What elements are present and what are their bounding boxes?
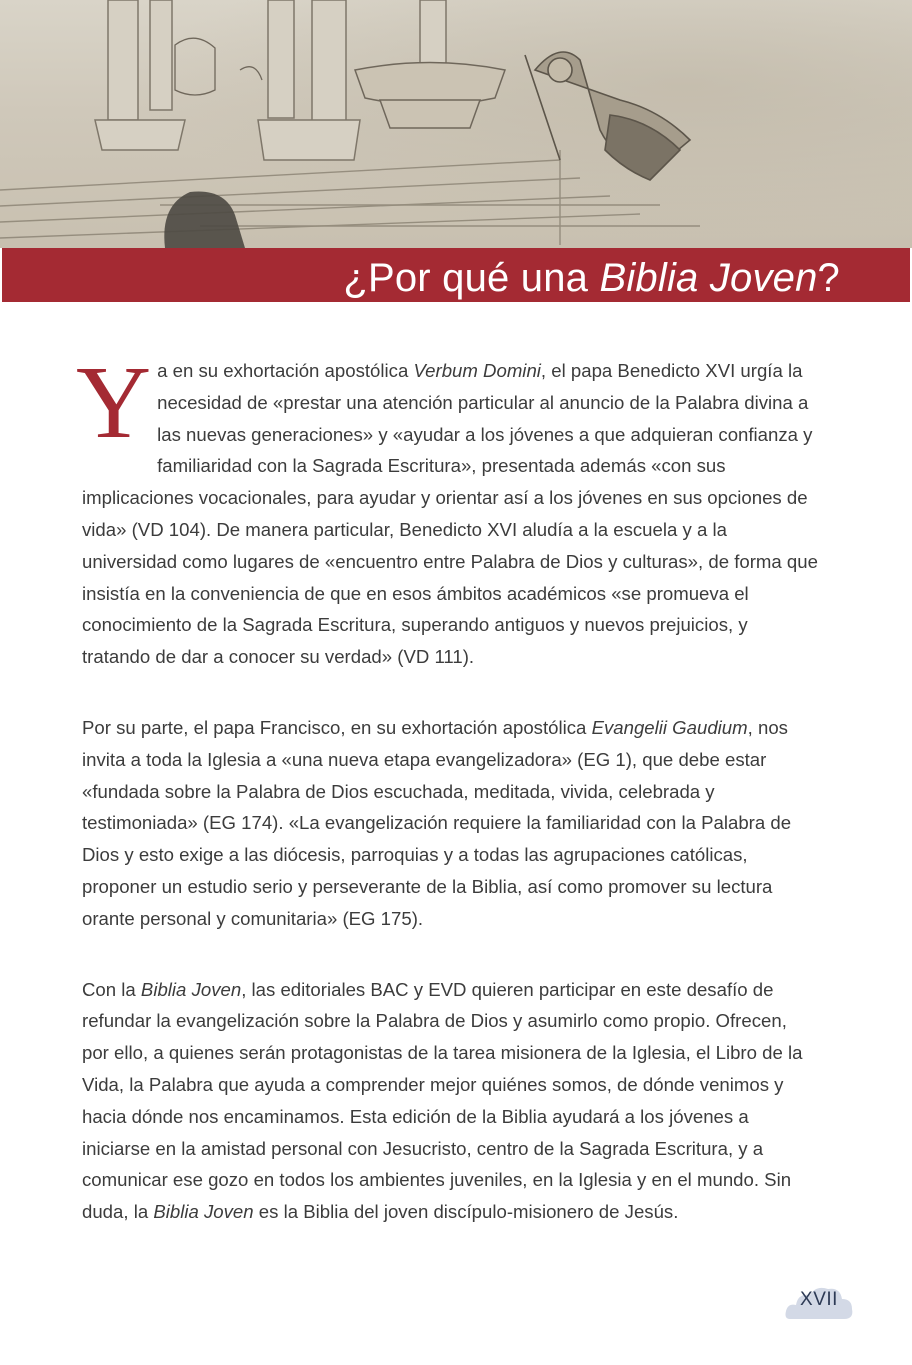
p3-italic-2: Biblia Joven [153,1201,254,1223]
p1-text-1: a en su exhortación apostólica [157,360,414,381]
page-number: XVII [800,1289,838,1310]
paragraph-2 [82,712,818,935]
paragraph-1 [76,345,818,673]
p3-italic-1: Biblia Joven [140,978,242,1000]
p3-text-1: Con la [82,978,141,1000]
page-title [343,254,840,302]
sepia-sketch-image [0,0,912,248]
body-text [76,345,818,1267]
title-suffix: ? [817,256,840,300]
p1-italic-1: Verbum Domini [413,360,541,381]
p2-text-1: Por su parte, el papa Francisco, en su exhortación apostólica [82,716,592,738]
title-italic: Biblia Joven [599,256,818,300]
p1-text-2: , el papa Benedicto XVI urgía la necesidad de «prestar una atención particular al anuncio de la Palabra divina a las nuevas generaciones» y «ayudar a los jóvenes a que adquieran confianza y familiaridad con la Sagrada Escritura», presentada además «con sus implicaciones vocacionales, para ayudar y orientar así a los jóvenes en sus opciones de vida» (VD 104). De manera particular, Benedicto XVI aludía a la escuela y a la universidad como lugares de «encuentro entre Palabra de Dios y culturas», de forma que insistía en la conveniencia de que en esos ámbitos académicos «se promueva el conocimiento de la Sagrada Escritura, superando antiguos y nuevos prejuicios, y tratando de dar a conocer su verdad» (VD 111). [82,360,818,668]
paragraph-3 [82,974,818,1228]
drop-cap: Y [76,345,152,460]
p2-italic-1: Evangelii Gaudium [591,716,748,738]
p3-text-3: es la Biblia del joven discípulo-misionero de Jesús. [253,1201,679,1223]
p2-text-2: , nos invita a toda la Iglesia a «una nueva etapa evangelizadora» (EG 1), que debe estar «fundada sobre la Palabra de Dios escuchada, meditada, vivida, celebrada y testimoniada» (EG 174). «La evangelización requiere la familiaridad con la Palabra de Dios y esto exige a las diócesis, parroquias y a todas las agrupaciones católicas, proponer un estudio serio y perseverante de la Biblia, así como promover su lectura orante personal y comunitaria» (EG 175). [82,716,792,929]
p3-text-2: , las editoriales BAC y EVD quieren participar en este desafío de refundar la evangelización sobre la Palabra de Dios y asumirlo como propio. Ofrecen, por ello, a quienes serán protagonistas de la tarea misionera de la Iglesia, el Libro de la Vida, la Palabra que ayuda a comprender mejor quiénes somos, de dónde venimos y hacia dónde nos encaminamos. Esta edición de la Biblia ayudará a los jóvenes a iniciarse en la amistad personal con Jesucristo, centro de la Sagrada Escritura, y a comunicar ese gozo en todos los ambientes juveniles, en la Iglesia y en el mundo. Sin duda, la [82,978,803,1223]
title-prefix: ¿Por qué una [343,256,600,300]
page-number-badge [784,1279,854,1321]
hero-illustration [0,0,912,248]
